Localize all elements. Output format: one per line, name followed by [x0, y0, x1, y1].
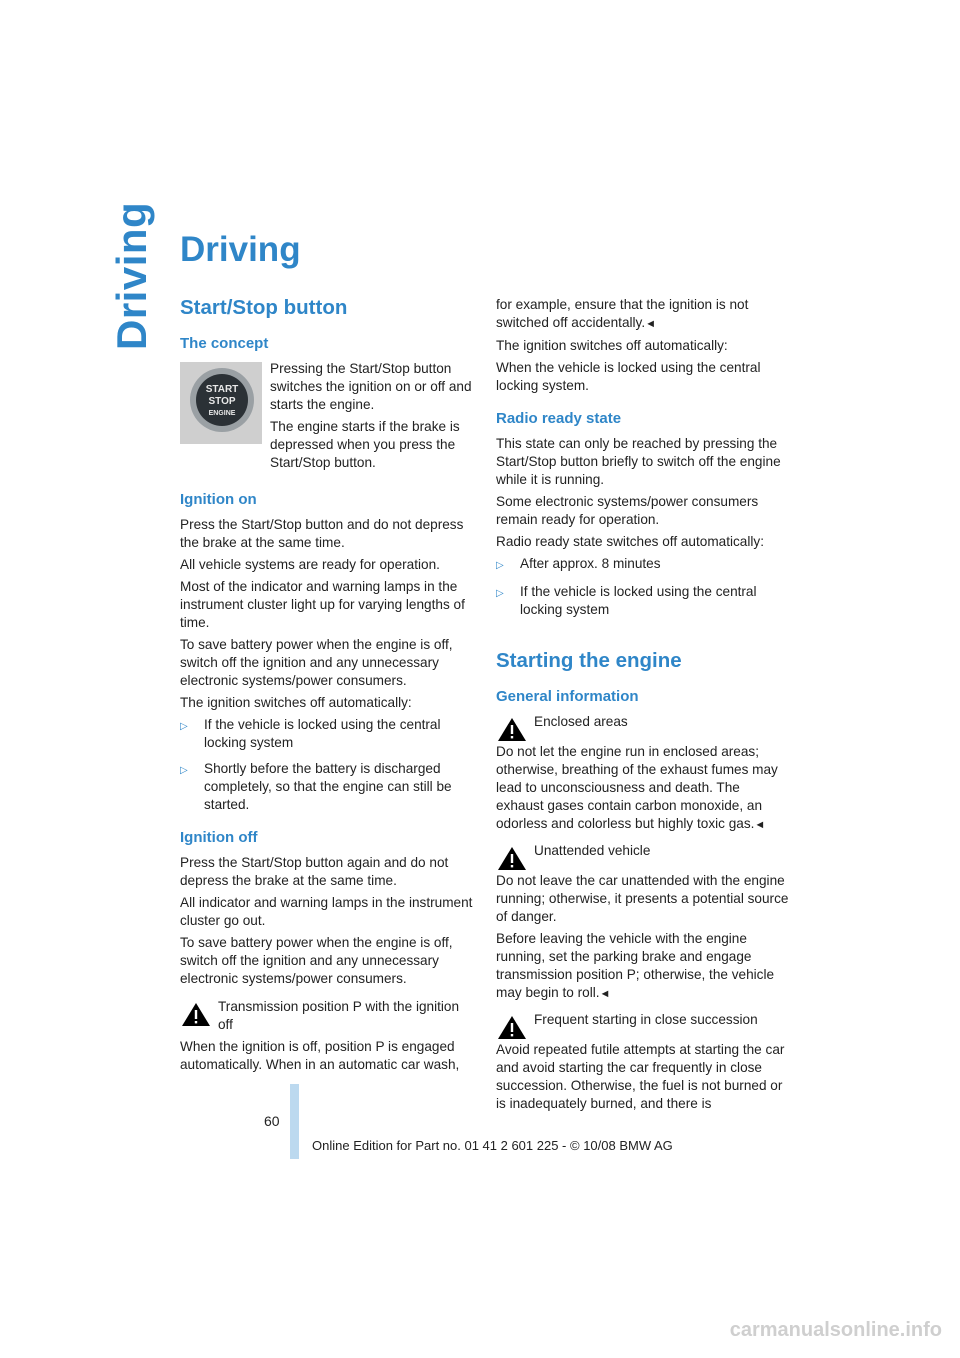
button-face — [196, 374, 248, 426]
paragraph: All vehicle systems are ready for operation. — [180, 557, 440, 572]
heading-general-information: General information — [496, 688, 639, 705]
paragraph: When the vehicle is locked using the central locking system. — [496, 360, 761, 393]
warning-title: Enclosed areas — [534, 714, 628, 729]
watermark: carmanualsonline.info — [729, 1319, 942, 1341]
bullet-arrow-icon: ▷ — [496, 588, 504, 599]
paragraph: Press the Start/Stop button and do not depress the brake at the same time. — [180, 517, 464, 550]
paragraph: Radio ready state switches off automatically: — [496, 534, 764, 549]
image-label-engine: ENGINE — [208, 410, 236, 417]
list-item: ▷ If the vehicle is locked using the central locking system — [496, 584, 757, 617]
paragraph: To save battery power when the engine is off, switch off the ignition and any unnecessary electronic systems/power consumers. — [180, 935, 453, 986]
warning-triangle-icon — [496, 1013, 528, 1041]
list-item: ▷ If the vehicle is locked using the central locking system — [180, 717, 441, 750]
warning-text: Do not leave the car unattended with the engine running; otherwise, it presents a potential source of danger. — [496, 873, 789, 924]
warning-text: Avoid repeated futile attempts at starting the car and avoid starting the car frequently in close succession. Otherwise, the fuel is not burned or is inadequately burned, and there is — [496, 1042, 785, 1111]
list-item: ▷ After approx. 8 minutes — [496, 555, 791, 575]
warning-block — [496, 713, 791, 743]
heading-radio-ready: Radio ready state — [496, 410, 622, 427]
heading-ignition-off: Ignition off — [180, 829, 258, 846]
section-title-starting-engine: Starting the engine — [496, 649, 682, 672]
concept-block — [180, 360, 475, 476]
paragraph: Press the Start/Stop button again and do not depress the brake at the same time. — [180, 855, 449, 888]
section-title-start-stop: Start/Stop button — [180, 296, 348, 319]
warning-block — [496, 1011, 791, 1041]
warning-title: Unattended vehicle — [534, 843, 651, 858]
paragraph: To save battery power when the engine is off, switch off the ignition and any unnecessary electronic systems/power consumers. — [180, 637, 453, 688]
paragraph: Most of the indicator and warning lamps in the instrument cluster light up for varying lengths of time. — [180, 579, 465, 630]
image-label-stop: STOP — [208, 396, 236, 407]
warning-text: Do not let the engine run in enclosed areas; otherwise, breathing of the exhaust fumes may lead to unconsciousness and death. The exhaust gases contain carbon monoxide, an odorless and colorless but highly toxic gas.◄ — [496, 744, 778, 831]
warning-block — [180, 998, 475, 1038]
concept-text-2: The engine starts if the brake is depressed when you press the Start/Stop button. — [270, 419, 460, 470]
left-column — [180, 296, 475, 1078]
heading-concept: The concept — [180, 335, 269, 352]
footer-bar — [290, 1084, 299, 1159]
bullet-arrow-icon: ▷ — [496, 560, 504, 571]
continued-text: for example, ensure that the ignition is not switched off accidentally.◄ — [496, 297, 749, 330]
start-stop-button-image — [180, 362, 262, 444]
bullet-arrow-icon: ▷ — [180, 765, 188, 776]
heading-ignition-on: Ignition on — [180, 491, 257, 508]
warning-title: Frequent starting in close succession — [534, 1012, 758, 1027]
warning-text: Before leaving the vehicle with the engine running, set the parking brake and engage transmission position P; otherwise, the vehicle may begin to roll.◄ — [496, 931, 775, 1000]
page-number: 60 — [264, 1113, 280, 1129]
page-title: Driving — [180, 230, 301, 269]
side-tab: Driving — [108, 201, 155, 350]
warning-triangle-icon — [496, 844, 528, 872]
bullet-arrow-icon: ▷ — [180, 721, 188, 732]
paragraph: All indicator and warning lamps in the instrument cluster go out. — [180, 895, 473, 928]
warning-triangle-icon — [180, 1000, 212, 1028]
warning-title: Transmission position P with the ignition off — [218, 999, 460, 1032]
paragraph: This state can only be reached by pressing the Start/Stop button briefly to switch off the engine while it is running. — [496, 436, 781, 487]
warning-triangle-icon — [496, 715, 528, 743]
right-column — [496, 296, 791, 1117]
paragraph: Some electronic systems/power consumers remain ready for operation. — [496, 494, 759, 527]
footer-edition: Online Edition for Part no. 01 41 2 601 225 - © 10/08 BMW AG — [312, 1138, 673, 1153]
warning-block — [496, 842, 791, 872]
paragraph: The ignition switches off automatically: — [496, 338, 728, 353]
paragraph: The ignition switches off automatically: — [180, 695, 412, 710]
list-item: ▷ Shortly before the battery is discharged completely, so that the engine can still be started. — [180, 761, 452, 812]
image-label-start: START — [205, 384, 239, 395]
warning-text: When the ignition is off, position P is engaged automatically. When in an automatic car wash, — [180, 1039, 460, 1072]
concept-text-1: Pressing the Start/Stop button switches the ignition on or off and starts the engine. — [270, 361, 472, 412]
